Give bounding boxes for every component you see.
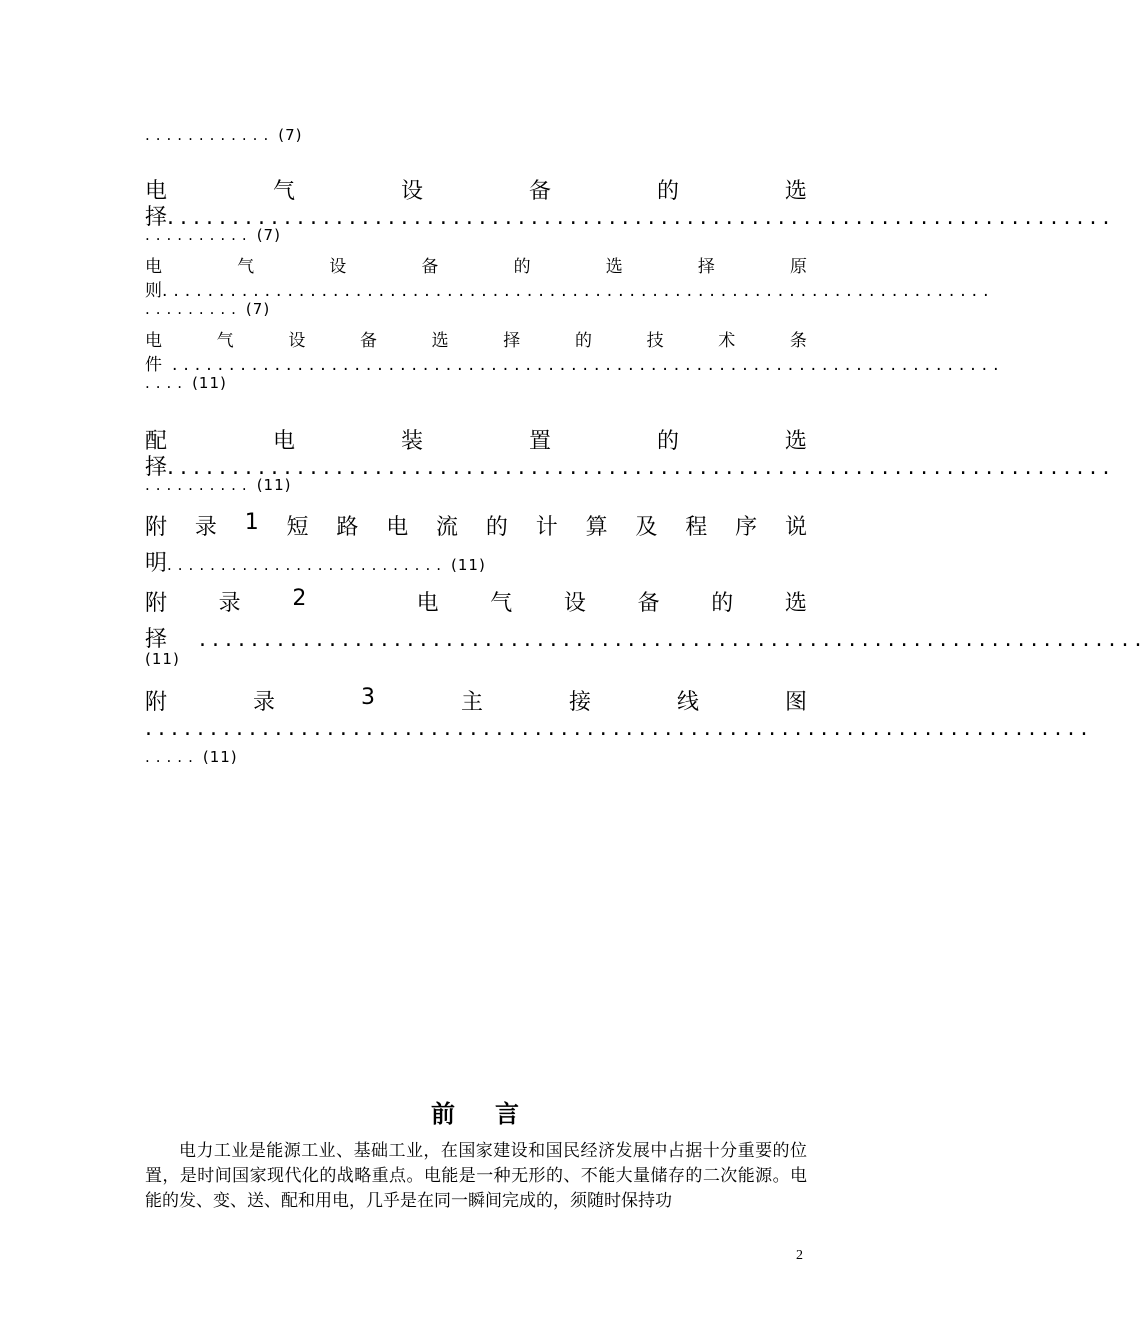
toc-page-ref: (7): [278, 126, 303, 144]
toc-title-char: 的: [656, 429, 679, 454]
toc-entry-2-last-char: 则: [145, 281, 162, 301]
toc-title-char: 的: [513, 257, 531, 277]
toc-entry-4-page: (11): [256, 476, 292, 494]
toc-leader-dots: .........................................................................: [167, 205, 1116, 230]
toc-title-char: 线: [676, 690, 699, 715]
toc-title-char: 设: [329, 257, 347, 277]
toc-title-char: 序: [735, 515, 758, 540]
toc-title-char: 选: [784, 429, 807, 454]
toc-entry-5-leader: [145, 546, 807, 577]
toc-entry-6-page: (11): [145, 650, 180, 668]
toc-entry-7-page: (11): [202, 748, 238, 766]
toc-title-char: 设: [288, 331, 306, 351]
toc-entry-3-page-row: [145, 374, 807, 392]
toc-title-char: 择: [503, 331, 521, 351]
toc-leader-dots: ..........: [145, 476, 253, 494]
toc-title-char: 2: [292, 586, 307, 611]
toc-title-char: 技: [646, 331, 664, 351]
toc-entry-6-page-row: [145, 650, 807, 668]
toc-title-char: 选: [784, 591, 807, 616]
toc-title-char: 电: [272, 429, 295, 454]
toc-title-char: 附: [145, 690, 168, 715]
toc-title-char: 录: [253, 690, 276, 715]
toc-title-char: 路: [336, 515, 359, 540]
toc-title-char: 备: [359, 331, 377, 351]
toc-leader-dots: ....: [145, 374, 189, 392]
toc-title-char: 图: [784, 690, 807, 715]
toc-entry-6-leader: [145, 622, 1148, 653]
toc-title-char: 的: [485, 515, 508, 540]
toc-entry-5-title[interactable]: [145, 510, 807, 541]
toc-title-char: 选: [784, 179, 807, 204]
toc-title-char: 气: [237, 257, 255, 277]
toc-title-char: 接: [568, 690, 591, 715]
toc-leader-dots: ..........: [145, 226, 253, 244]
toc-entry-1-last-char: 择: [145, 205, 168, 230]
toc-title-char: 计: [535, 515, 558, 540]
toc-title-char: 选: [605, 257, 623, 277]
toc-leader-dots: ............: [145, 126, 275, 144]
toc-title-char: 的: [574, 331, 592, 351]
toc-title-char: 说: [784, 515, 807, 540]
toc-entry-1-page: (7): [256, 226, 281, 244]
toc-title-char: 电: [145, 331, 162, 351]
toc-leader-dots: .........: [145, 300, 242, 318]
toc-title-char: 术: [718, 331, 736, 351]
toc-title-char: 及: [635, 515, 658, 540]
toc-title-char: 设: [563, 591, 586, 616]
toc-entry-5-page: (11): [451, 556, 486, 574]
preface-body: 电力工业是能源工业、基础工业，在国家建设和国民经济发展中占据十分重要的位置，是时间国家现代化的战略重点。电能是一种无形的、不能大量储存的二次能源。电能的发、变、送、配和用电，几乎是在同一瞬间完成的，须随时保持功: [145, 1141, 807, 1211]
toc-entry-2-page-row: [145, 300, 807, 318]
toc-title-char: 附: [145, 515, 168, 540]
toc-title-char: 电: [145, 179, 168, 204]
toc-title-char: 气: [216, 331, 234, 351]
toc-entry-5-last-char: 明: [145, 551, 168, 576]
toc-title-char: 流: [436, 515, 459, 540]
toc-title-char: 程: [685, 515, 708, 540]
toc-entry-3-title[interactable]: [145, 326, 807, 351]
toc-title-char: [358, 586, 365, 617]
toc-entry-4-last-char: 择: [145, 455, 168, 480]
toc-title-char: 1: [244, 510, 259, 535]
toc-entry-3-page: (11): [192, 374, 227, 392]
toc-title-char: 条: [789, 331, 807, 351]
toc-entry-7-page-row: [145, 748, 807, 766]
toc-entry-6-last-char: 择: [145, 627, 168, 652]
preface-title: 前言: [431, 1099, 559, 1128]
page-number: 2: [796, 1248, 803, 1263]
toc-entry-2-title[interactable]: [145, 252, 807, 277]
toc-title-char: 的: [711, 591, 734, 616]
toc-title-char: 电: [386, 515, 409, 540]
toc-entry-3-last-char: 件: [145, 355, 162, 375]
toc-title-char: 短: [286, 515, 309, 540]
toc-leader-dots: .........................................................................: [145, 716, 1094, 741]
toc-entry-7-leader: [145, 716, 1094, 741]
toc-leader-dots: .........................................................................: [199, 627, 1148, 652]
toc-title-char: 原: [789, 257, 807, 277]
toc-entry-2-page: (7): [245, 300, 271, 318]
toc-title-char: 算: [585, 515, 608, 540]
toc-entry-3-leader: [145, 350, 1005, 375]
toc-title-char: 录: [218, 591, 241, 616]
toc-title-char: 气: [272, 179, 295, 204]
toc-entry-1-page-row: [145, 226, 807, 244]
toc-title-char: 主: [460, 690, 483, 715]
toc-title-char: 录: [194, 515, 217, 540]
toc-leader-dots: ..........................: [167, 556, 447, 574]
toc-title-char: 电: [145, 257, 162, 277]
toc-title-char: 3: [361, 685, 375, 710]
toc-title-char: 备: [421, 257, 439, 277]
toc-title-char: 气: [490, 591, 513, 616]
toc-entry-4-page-row: [145, 476, 807, 494]
toc-leader-dots: .........................................................................: [167, 455, 1116, 480]
toc-title-char: 备: [637, 591, 660, 616]
toc-entry-7-title[interactable]: [145, 685, 807, 716]
toc-title-char: 置: [528, 429, 551, 454]
toc-title-char: 配: [145, 429, 168, 454]
toc-leader-dots: .....: [145, 748, 199, 766]
toc-title-char: 选: [431, 331, 449, 351]
toc-title-char: 择: [697, 257, 715, 277]
toc-title-char: 的: [656, 179, 679, 204]
toc-continuation-row: [145, 126, 807, 144]
toc-title-char: 装: [400, 429, 423, 454]
toc-leader-dots: .........................................................................: [172, 355, 1005, 375]
toc-title-char: 设: [400, 179, 423, 204]
toc-title-char: 附: [145, 591, 168, 616]
toc-entry-6-title[interactable]: [145, 586, 807, 617]
toc-title-char: 电: [416, 591, 439, 616]
toc-entry-2-leader: [145, 276, 995, 301]
toc-leader-dots: .........................................................................: [162, 281, 995, 301]
toc-title-char: 备: [528, 179, 551, 204]
